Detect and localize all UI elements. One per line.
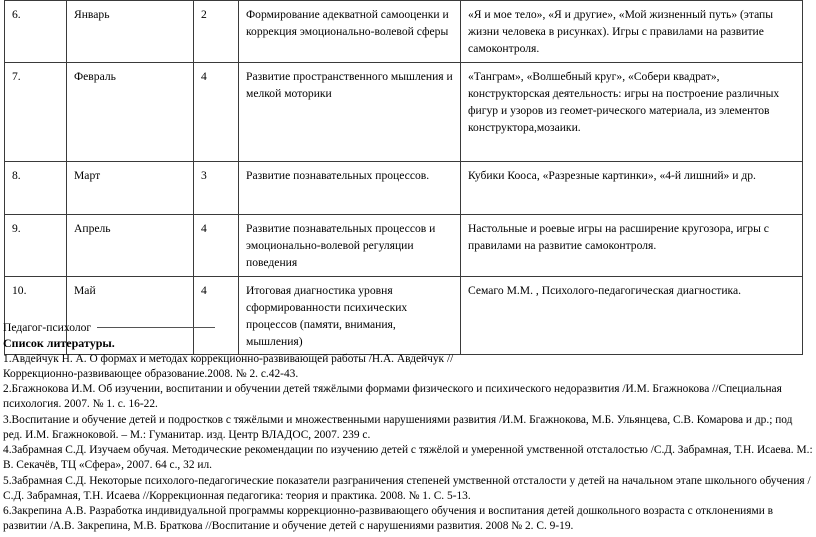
table-row xyxy=(5,215,803,277)
row-materials: «Я и мое тело», «Я и другие», «Мой жизненный путь» (этапы жизни человека в рисунках). Игры с правилами на развитие самоконтроля. xyxy=(461,1,803,63)
bibliography-title: Список литературы. xyxy=(3,336,115,350)
correctional-plan-table xyxy=(4,0,803,355)
row-month: Февраль xyxy=(67,63,194,162)
table-row xyxy=(5,162,803,215)
bibliography-item: 6.Закрепина А.В. Разработка индивидуальной программы коррекционно-развивающего обучения и воспитания детей дошкольного возраста с отклонениями в развитии /А.В. Закрепина, М.В. Браткова //Воспитание и обучение детей с нарушениями развития. 2008 № 2. С. 9-19. xyxy=(3,505,774,533)
signature-rule xyxy=(97,326,215,328)
table-row xyxy=(5,1,803,63)
bibliography-item: 2.Бгажнокова И.М. Об изучении, воспитании и обучении детей тяжёлыми формами физического и психического недоразвития /И.М. Бгажнокова //Специальная психология. 2007. № 1. с. 16-22. xyxy=(3,383,782,411)
bibliography-item: 5.Забрамная С.Д. Некоторые психолого-педагогические показатели разграничения степеней умственной отсталости у детей на начальном этапе школьного обучения /С.Д. Забрамная, Т.Н. Исаева //Коррекционная педагогика: теория и практика. 2008. № 1. С. 5-13. xyxy=(3,474,811,502)
table-row xyxy=(5,63,803,162)
row-materials: Настольные и роевые игры на расширение кругозора, игры с правилами на развитие самоконтроля. xyxy=(461,215,803,277)
row-number: 7. xyxy=(5,63,67,162)
signature-label: Педагог-психолог xyxy=(3,321,92,334)
bibliography-section xyxy=(3,336,813,534)
row-quantity: 4 xyxy=(194,276,239,355)
row-quantity: 4 xyxy=(194,215,239,277)
row-topic: Развитие пространственного мышления и мелкой моторики xyxy=(239,63,461,162)
row-month: Апрель xyxy=(67,215,194,277)
row-materials: Кубики Кооса, «Разрезные картинки», «4-й лишний» и др. xyxy=(461,162,803,215)
bibliography-item: 1.Авдейчук Н. А. О формах и методах коррекционно-развивающей работы /Н.А. Авдейчук //Коррекционно-развивающее образование.2008. № 2. с.42-43. xyxy=(3,352,454,381)
bibliography-item: 3.Воспитание и обучение детей и подростков с тяжёлыми и множественными нарушениями развития /И.М. Бгажнокова, М.Б. Ульянцева, С.В. Комарова и др.; под ред. И.М. Бгажноковой. – М.: Гуманитар. изд. Центр ВЛАДОС, 2007. 239 с. xyxy=(3,413,793,441)
bibliography-item: 4.Забрамная С.Д. Изучаем обучая. Методические рекомендации по изучению детей с тяжёлой и умеренной умственной отсталостью /С.Д. Забрамная, Т.Н. Исаева. М.: В. Секачёв, ТЦ «Сфера», 2007. 64 с., 32 ил. xyxy=(3,444,813,472)
row-quantity: 4 xyxy=(194,63,239,162)
row-quantity: 2 xyxy=(194,1,239,63)
row-topic: Итоговая диагностика уровня сформированности психических процессов (памяти, внимания, мышления) xyxy=(239,276,461,355)
row-number: 6. xyxy=(5,1,67,63)
row-topic: Развитие познавательных процессов. xyxy=(239,162,461,215)
row-number: 10. xyxy=(5,276,67,355)
row-month: Январь xyxy=(67,1,194,63)
row-number: 9. xyxy=(5,215,67,277)
row-month: Март xyxy=(67,162,194,215)
row-number: 8. xyxy=(5,162,67,215)
row-month: Май xyxy=(67,276,194,355)
row-topic: Формирование адекватной самооценки и коррекция эмоционально-волевой сферы xyxy=(239,1,461,63)
row-materials: «Танграм», «Волшебный круг», «Собери квадрат», конструкторская деятельность: игры на построение различных фигур и узоров из геомет-рического материала, из элементов конструктора,мозаики. xyxy=(461,63,803,162)
row-materials: Семаго М.М. , Психолого-педагогическая диагностика. xyxy=(461,276,803,355)
row-topic: Развитие познавательных процессов и эмоционально-волевой регуляции поведения xyxy=(239,215,461,277)
row-quantity: 3 xyxy=(194,162,239,215)
signature-line xyxy=(3,321,215,335)
